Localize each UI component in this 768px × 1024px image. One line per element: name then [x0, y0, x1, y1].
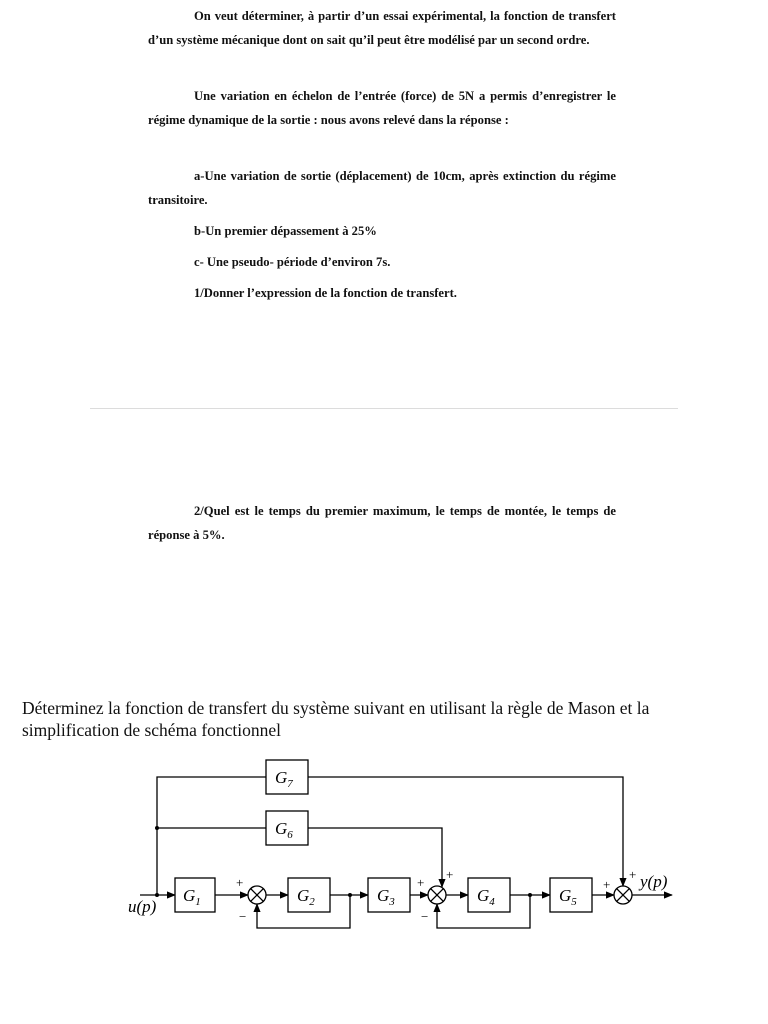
- exercise1-item-a: a-Une variation de sortie (déplacement) de 10cm, après extinction du régime transitoire.: [148, 169, 616, 207]
- exercise1-intro: On veut déterminer, à partir d’un essai expérimental, la fonction de transfert d’un système mécanique dont on sait qu’il peut être modélisé par un second ordre.: [148, 9, 616, 47]
- exercise1-item-c: c- Une pseudo- période d’environ 7s.: [194, 255, 391, 269]
- exercise1-step-description: Une variation en échelon de l’entrée (force) de 5N a permis d’enregistrer le régime dynamique de la sortie : nous avons relevé dans la réponse :: [148, 89, 616, 127]
- exercise1-question-2: 2/Quel est le temps du premier maximum, le temps de montée, le temps de réponse à 5%.: [148, 504, 616, 542]
- sign-sum2-minus: −: [421, 909, 429, 924]
- page-divider: [90, 408, 678, 409]
- output-label: y(p): [640, 872, 668, 891]
- sign-sum2-plus-left: +: [417, 875, 425, 890]
- input-label: u(p): [128, 897, 157, 916]
- g7-to-sum3-line: [308, 777, 623, 886]
- exercise1-item-b: b-Un premier dépassement à 25%: [194, 224, 377, 238]
- label-g6: $G_6$: [275, 819, 293, 841]
- label-g3: $G_3$: [377, 886, 395, 908]
- label-g4: $G_4$: [477, 886, 495, 908]
- label-g1: $G_1$: [183, 886, 201, 908]
- sign-sum3-plus-left: +: [603, 877, 611, 892]
- label-g2: $G_2$: [297, 886, 315, 908]
- sign-sum3-plus-top: +: [629, 867, 637, 882]
- label-g5: $G_5$: [559, 886, 577, 908]
- label-g7: $G_7$: [275, 768, 293, 790]
- block-diagram: [0, 740, 768, 940]
- sign-sum2-plus-top: +: [446, 867, 454, 882]
- sum-junction-1: [248, 886, 266, 904]
- sum-junction-3: [614, 886, 632, 904]
- branch-to-g7: [157, 777, 266, 895]
- exercise2-statement: Déterminez la fonction de transfert du système suivant en utilisant la règle de Mason et la simplification de schéma fonctionnel: [22, 698, 650, 740]
- sum-junction-2: [428, 886, 446, 904]
- sign-sum1-plus: +: [236, 875, 244, 890]
- sign-sum1-minus: −: [239, 909, 247, 924]
- exercise1-question-1: 1/Donner l’expression de la fonction de transfert.: [194, 286, 457, 300]
